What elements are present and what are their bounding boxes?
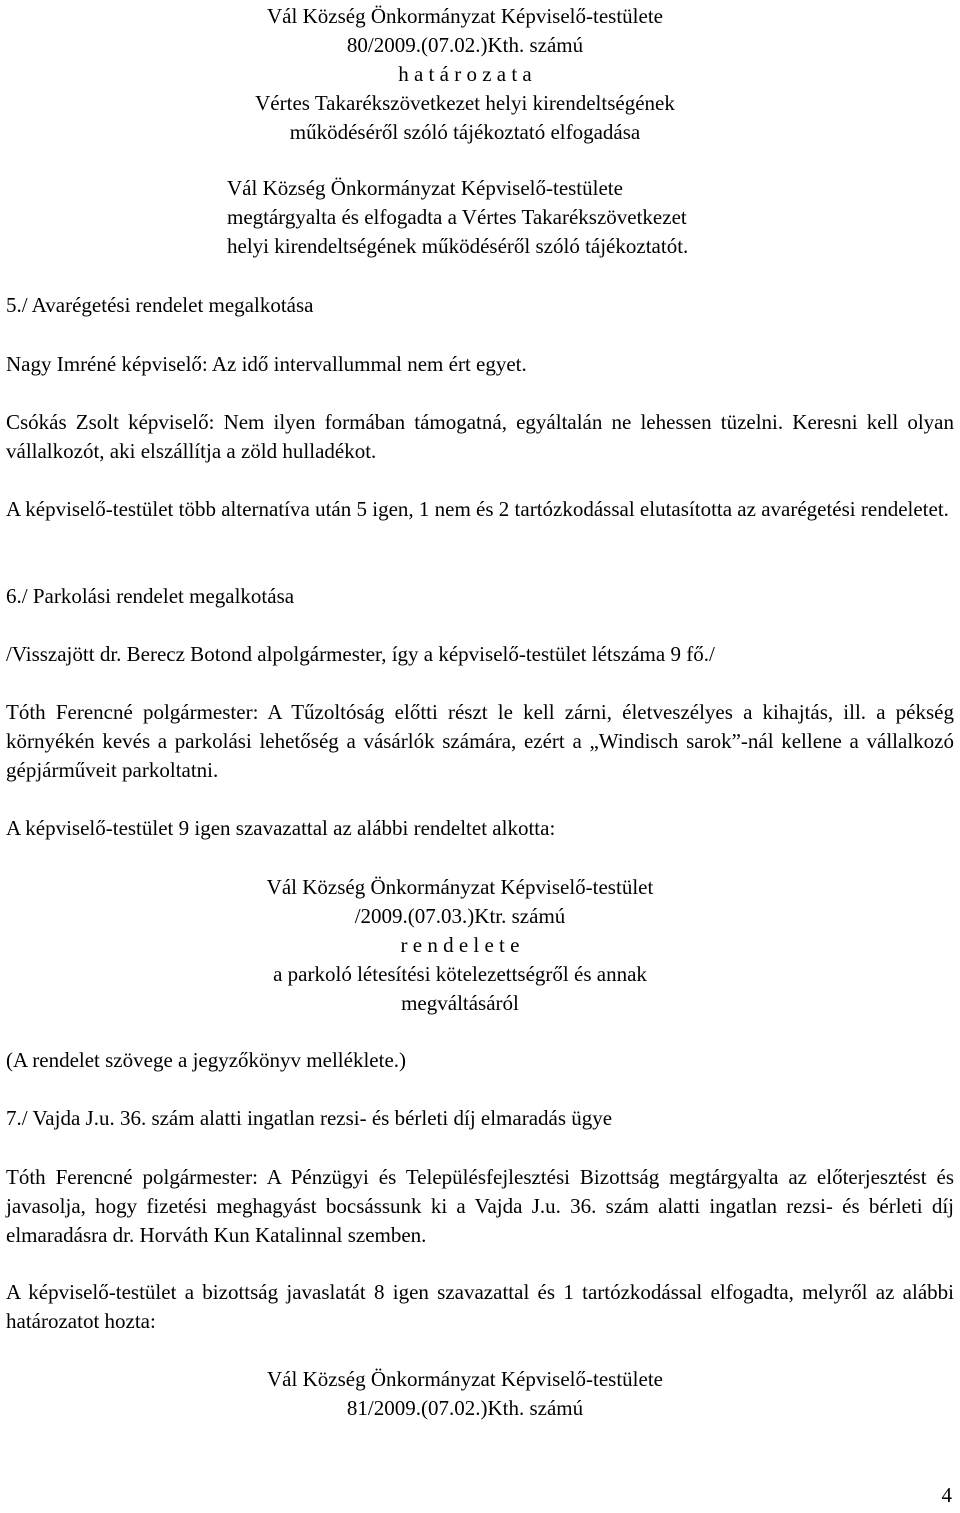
resolution-title-line-2: működéséről szóló tájékoztató elfogadása [289, 120, 641, 144]
resolution-81-issuer: Vál Község Önkormányzat Képviselő-testülete [267, 1367, 663, 1391]
decree-issuer: Vál Község Önkormányzat Képviselő-testület [266, 875, 654, 899]
section-6-paragraph-3: A képviselő-testület 9 igen szavazattal az alábbi rendeltet alkotta: [6, 816, 556, 840]
section-7-heading: 7./ Vajda J.u. 36. szám alatti ingatlan rezsi- és bérleti díj elmaradás ügye [6, 1106, 613, 1130]
resolution-80-header [200, 2, 730, 147]
resolution-81-number: 81/2009.(07.02.)Kth. számú [346, 1396, 584, 1420]
page-number: 4 [941, 1483, 952, 1507]
resolution-title-line-1: Vértes Takarékszövetkezet helyi kirendeltségének [255, 91, 675, 115]
decree-title-line-1: a parkoló létesítési kötelezettségről és annak [273, 962, 647, 986]
resolution-80-body [227, 174, 827, 261]
section-5-paragraph-3: A képviselő-testület több alternatíva után 5 igen, 1 nem és 2 tartózkodással elutasította az avarégetési rendeletet. [6, 497, 949, 521]
section-7-paragraph-1: Tóth Ferencné polgármester: A Pénzügyi és Településfejlesztési Bizottság megtárgyalta az előterjesztést és javasolja, hogy fizetési meghagyást bocsássunk ki a Vajda J.u. 36. szám alatti ingatlan rezsi- és bérleti díj elmaradásra dr. Horváth Kun Katalinnal szemben. [6, 1165, 954, 1247]
section-6-paragraph-2: Tóth Ferencné polgármester: A Tűzoltóság előtti részt le kell zárni, életveszélyes a kihajtás, ill. a pékség környékén kevés a parkolási lehetőség a vásárlók számára, ezért a „Windisch sarok”-nál kellene a vállalkozó gépjárműveit parkoltatni. [6, 700, 954, 782]
resolution-body-line-2: megtárgyalta és elfogadta a Vértes Takarékszövetkezet [227, 205, 687, 229]
section-7-paragraph-2: A képviselő-testület a bizottság javaslatát 8 igen szavazattal és 1 tartózkodással elfogadta, melyről az alábbi határozatot hozta: [6, 1280, 954, 1333]
section-5-paragraph-2: Csókás Zsolt képviselő: Nem ilyen formában támogatná, egyáltalán ne lehessen tüzelni. Keresni kell olyan vállalkozót, aki elszállítja a zöld hulladékot. [6, 410, 954, 463]
section-6-heading: 6./ Parkolási rendelet megalkotása [6, 584, 295, 608]
resolution-body-line-3: helyi kirendeltségének működéséről szóló tájékoztatót. [227, 234, 689, 258]
decree-number: /2009.(07.03.)Ktr. számú [354, 904, 566, 928]
decree-note: (A rendelet szövege a jegyzőkönyv melléklete.) [6, 1048, 407, 1072]
section-5-heading: 5./ Avarégetési rendelet megalkotása [6, 293, 314, 317]
resolution-body-line-1: Vál Község Önkormányzat Képviselő-testülete [227, 176, 623, 200]
section-6-paragraph-1: /Visszajött dr. Berecz Botond alpolgármester, így a képviselő-testület létszáma 9 fő./ [6, 642, 715, 666]
decree-header [180, 873, 740, 1018]
decree-label: r e n d e l e t e [400, 933, 520, 957]
section-5-paragraph-1: Nagy Imréné képviselő: Az idő intervallummal nem ért egyet. [6, 352, 527, 376]
resolution-number: 80/2009.(07.02.)Kth. számú [346, 33, 584, 57]
decree-title-line-2: megváltásáról [401, 991, 519, 1015]
resolution-label: h a t á r o z a t a [398, 62, 532, 86]
resolution-issuer: Vál Község Önkormányzat Képviselő-testülete [267, 4, 663, 28]
resolution-81-header [200, 1365, 730, 1423]
